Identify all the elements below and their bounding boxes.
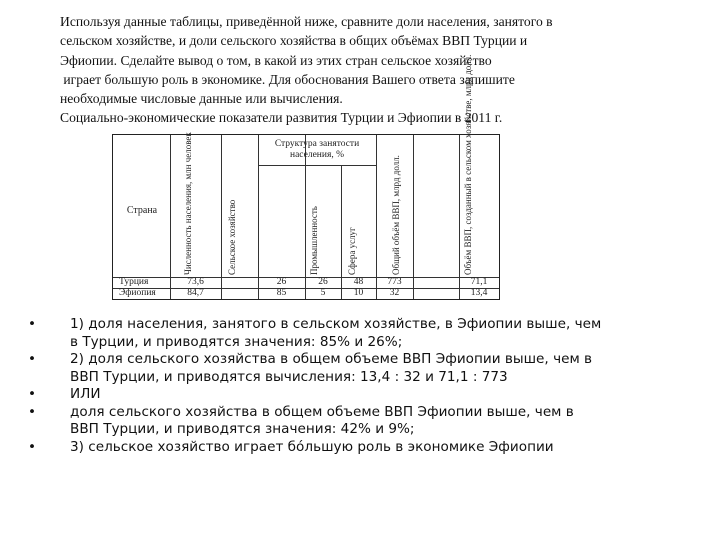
table-cell: 26 <box>318 277 328 287</box>
table-cell: 32 <box>389 288 400 298</box>
table-cell: 48 <box>353 277 364 287</box>
list-item <box>28 351 698 386</box>
answer-line: ВВП Турции, и приводятся вычисления: 13,4 : 32 и 71,1 : 773 <box>70 368 508 385</box>
table-caption: Социально-экономические показатели развития Турции и Эфиопии в 2011 г. <box>60 110 503 126</box>
answer-line: в Турции, и приводятся значения: 85% и 26%; <box>70 333 403 350</box>
task-text <box>60 12 660 128</box>
answer-line: • доля сельского хозяйства в общем объеме ВВП Эфиопии выше, чем в <box>70 403 574 420</box>
table-cell: 73,6 <box>187 277 204 287</box>
task-line: Эфиопии. Сделайте вывод о том, в какой из этих стран сельское хозяйство <box>60 52 492 68</box>
agri-gdp-header: Объём ВВП, созданный в сельском хозяйстве, млрд долл. <box>463 54 473 275</box>
structure-header: Структура занятости населения, % <box>274 139 360 160</box>
answer-line: • ИЛИ <box>70 386 101 402</box>
answer-list <box>28 316 698 456</box>
table-cell: 10 <box>353 288 364 298</box>
industry-header: Промышленность <box>309 206 319 275</box>
list-item <box>28 316 698 351</box>
task-line: необходимые числовые данные или вычисления. <box>60 91 343 107</box>
table-row-label: Эфиопия <box>119 288 156 298</box>
table-cell: 85 <box>276 288 287 298</box>
list-item <box>28 439 698 457</box>
answer-line: ВВП Турции, и приводятся значения: 42% и 9%; <box>70 421 415 437</box>
table-cell: 5 <box>320 288 326 298</box>
table-cell: 71,1 <box>470 277 488 287</box>
country-header: Страна <box>126 205 158 216</box>
task-line: сельском хозяйстве, и доли сельского хозяйства в общих объёмах ВВП Турции и <box>60 33 528 49</box>
answer-line: • 1) доля населения, занятого в сельском хозяйстве, в Эфиопии выше, чем <box>70 316 602 332</box>
task-line: играет большую роль в экономике. Для обоснования Вашего ответа запишите <box>60 71 515 87</box>
answer-line: • 2) доля сельского хозяйства в общем объеме ВВП Эфиопии выше, чем в <box>70 351 593 367</box>
task-line: Используя данные таблицы, приведённой ниже, сравните доли населения, занятого в <box>60 14 553 29</box>
table-row-label: Турция <box>119 277 149 287</box>
gdp-header: Общий объём ВВП, млрд долл. <box>391 155 401 275</box>
table-cell: 13,4 <box>470 288 488 298</box>
services-header: Сфера услуг <box>347 227 357 275</box>
agriculture-header: Сельское хозяйство <box>227 199 237 275</box>
list-item <box>28 404 698 439</box>
answer-line: • 3) сельское хозяйство играет бóльшую роль в экономике Эфиопии <box>70 438 554 455</box>
table-cell: 84,7 <box>187 288 204 298</box>
table-cell: 26 <box>276 277 287 287</box>
table-cell: 773 <box>387 277 402 287</box>
list-item <box>28 386 698 404</box>
population-header: Численность населения, млн человек <box>183 132 193 275</box>
